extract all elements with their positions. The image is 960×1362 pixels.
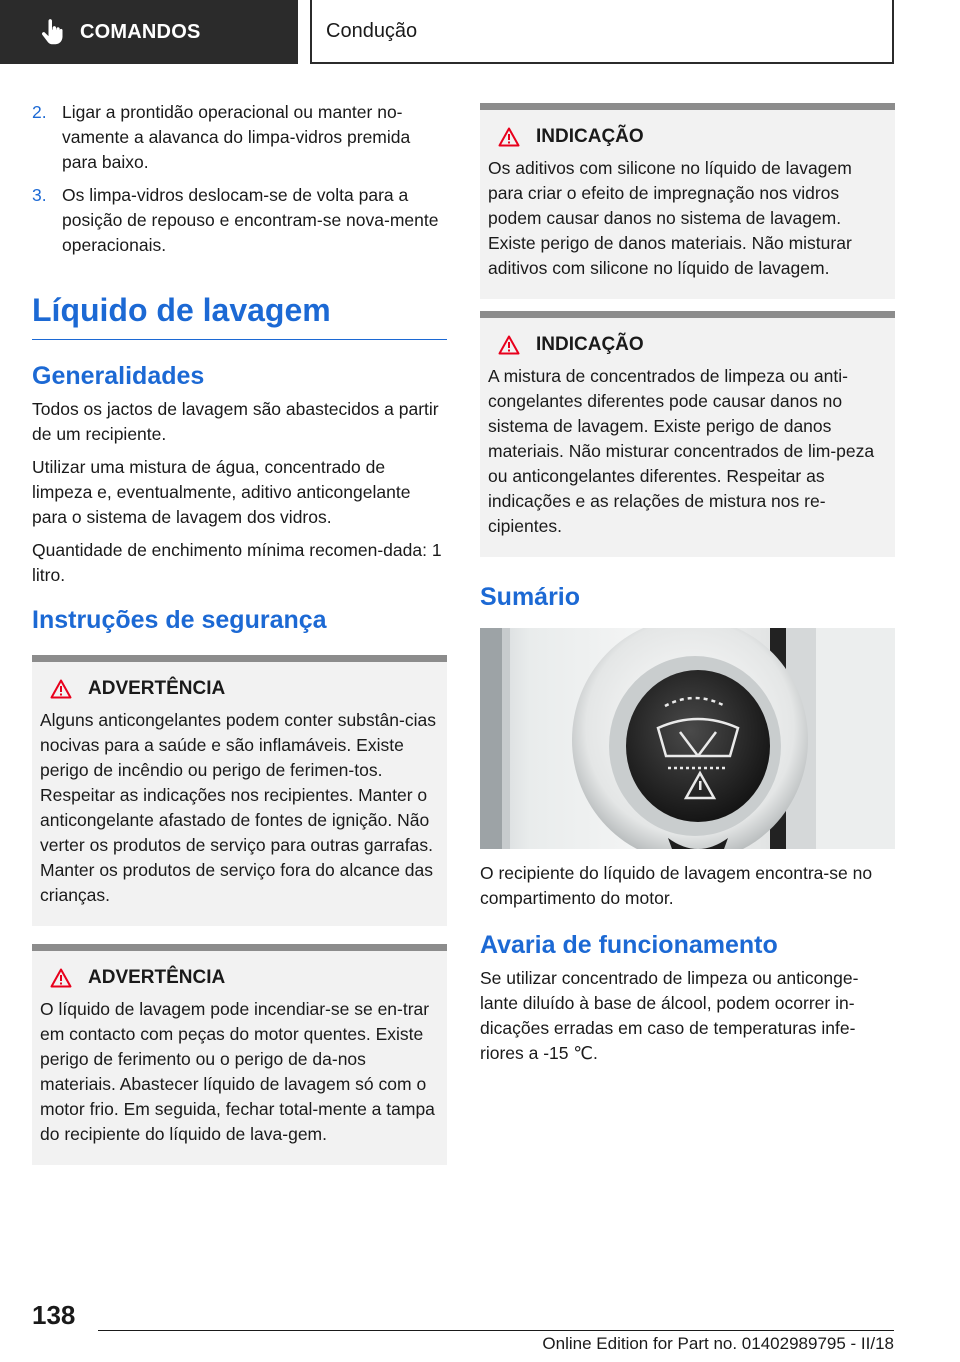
general-paragraph: Todos os jactos de lavagem são abastecidos a partir de um recipiente. xyxy=(32,399,439,444)
step-item xyxy=(32,100,447,175)
section-tab xyxy=(0,0,298,64)
notice-title: INDICAÇÃO xyxy=(536,126,644,147)
safety-heading: Instruções de segurança xyxy=(32,606,327,634)
notice-text: Os aditivos com silicone no líquido de lavagem para criar o efeito de impregnação nos vidros podem causar danos no sistema de lavagem. Existe perigo de danos materiais. Não misturar aditivos com silicone no líquido de lavagem. xyxy=(488,158,852,278)
general-paragraph: Utilizar uma mistura de água, concentrado de limpeza e, eventualmente, aditivo anticongelante para o sistema de lavagem dos vidros. xyxy=(32,457,411,527)
page-number: 138 xyxy=(32,1300,76,1330)
warning-text: Alguns anticongelantes podem conter substân-cias nocivas para a saúde e são inflamáveis. Existe perigo de incêndio ou perigo de ferimen-tos. Respeitar as indicações nos recipientes. Manter o anticongelante afastado de fontes de ignição. Não verter os produtos de serviço para outras garrafas. Manter os produtos de serviço fora do alcance das crianças. xyxy=(40,710,436,905)
warning-triangle-icon xyxy=(50,968,72,988)
left-column xyxy=(32,100,447,1165)
general-paragraph: Quantidade de enchimento mínima recomen-dada: 1 litro. xyxy=(32,540,442,585)
general-heading: Generalidades xyxy=(32,362,205,390)
chapter-title: Condução xyxy=(326,19,418,42)
notice-title: INDICAÇÃO xyxy=(536,334,644,355)
warning-box xyxy=(32,944,447,1165)
section-title: COMANDOS xyxy=(80,20,201,43)
notice-box xyxy=(480,103,895,299)
chapter-tab xyxy=(310,0,894,64)
notice-text: A mistura de concentrados de limpeza ou anti-congelantes diferentes pode causar danos no sistema de lavagem. Existe perigo de danos materiais. Não misturar concentrados de lim-peza ou anticongelantes diferentes. Respeitar as indicações e as relações de mistura nos re-cipientes. xyxy=(488,366,875,536)
warning-box xyxy=(32,655,447,926)
step-number: 2. xyxy=(32,102,47,122)
footer-rule xyxy=(98,1330,894,1331)
warning-triangle-icon xyxy=(498,127,520,147)
step-text: Ligar a prontidão operacional ou manter no-vamente a alavanca do limpa-vidros premida para baixo. xyxy=(62,102,411,172)
washer-cap-illustration xyxy=(480,628,895,849)
malfunction-heading: Avaria de funcionamento xyxy=(480,931,778,959)
step-number: 3. xyxy=(32,185,47,205)
washer-reservoir-photo xyxy=(480,628,895,849)
edition-text: Online Edition for Part no. 01402989795 - II/18 xyxy=(542,1334,894,1353)
warning-triangle-icon xyxy=(50,679,72,699)
warning-triangle-icon xyxy=(498,335,520,355)
step-item xyxy=(32,183,447,258)
summary-heading: Sumário xyxy=(480,583,581,611)
page-title: Líquido de lavagem xyxy=(32,292,447,340)
step-text: Os limpa-vidros deslocam-se de volta para a posição de repouso e encontram-se nova-mente operacionais. xyxy=(62,185,439,255)
warning-text: O líquido de lavagem pode incendiar-se se en-trar em contacto com peças do motor quentes. Existe perigo de ferimento ou o perigo de da-nos materiais. Abastecer líquido de lavagem só com o motor frio. Em seguida, fechar total-mente a tampa do recipiente do líquido de lava-gem. xyxy=(40,999,435,1144)
notice-box xyxy=(480,311,895,557)
warning-title: ADVERTÊNCIA xyxy=(88,967,226,988)
figure-caption: O recipiente do líquido de lavagem encontra-se no compartimento do motor. xyxy=(480,863,873,908)
malfunction-text: Se utilizar concentrado de limpeza ou anticonge-lante diluído à base de álcool, podem ocorrer in-dicações erradas em caso de temperaturas infe-riores a -15 ℃. xyxy=(480,968,859,1063)
right-column xyxy=(480,100,895,1074)
warning-title: ADVERTÊNCIA xyxy=(88,678,226,699)
hand-pointer-icon xyxy=(38,18,66,46)
